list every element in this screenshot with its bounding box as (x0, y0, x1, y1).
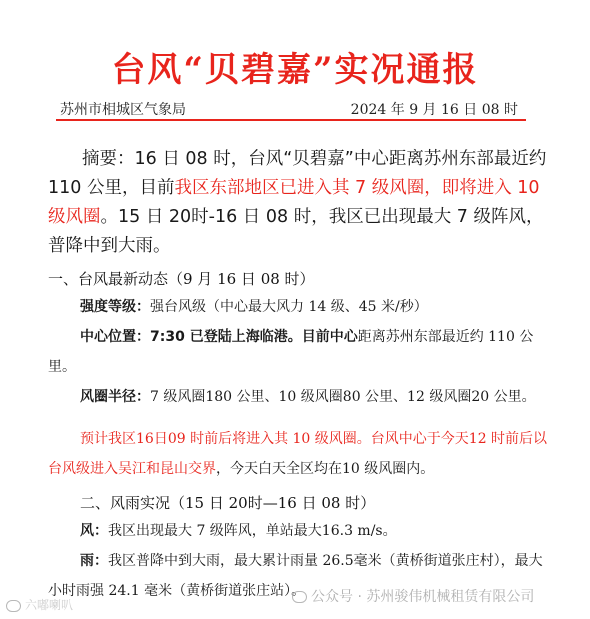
intensity-line (80, 292, 540, 322)
radius-value: 7 级风圈180 公里、10 级风圈80 公里、12 级风圈20 公里。 (150, 389, 536, 405)
radius-line (80, 382, 550, 412)
forecast-red: 预计我区16日09 时前后将进入其 10 级风圈。台风中心于今天12 时前后以台风级进入吴江和昆山交界 (48, 431, 548, 477)
wind-value: 我区出现最大 7 级阵风，单站最大16.3 m/s。 (108, 523, 397, 539)
position-value: 距离苏州东部最近约 110 公里。 (48, 329, 534, 375)
issuing-agency: 苏州市相城区气象局 (60, 102, 186, 118)
watermark-left-text: 六嘟喇叭 (25, 598, 74, 612)
intensity-label: 强度等级： (80, 299, 150, 315)
position-line (48, 322, 548, 382)
forecast-black: ，今天白天全区均在10 级风圈内。 (216, 461, 435, 477)
abstract (48, 145, 548, 261)
radius-label: 风圈半径： (80, 389, 150, 405)
forecast-paragraph (48, 424, 548, 484)
rain-value: 我区普降中到大雨，最大累计雨量 26.5毫米（黄桥街道张庄村），最大小时雨强 24.1 毫米（黄桥街道张庄站）。 (48, 553, 543, 599)
report-title: 台风“贝碧嘉”实况通报 (111, 50, 479, 90)
abstract-text-1: 摘要：16 日 08 时，台风“贝碧嘉”中心距离苏州东部最近约 110 公里，目前 (48, 149, 547, 198)
wind-label: 风： (80, 523, 108, 539)
rain-label: 雨： (80, 553, 108, 569)
wechat-icon (292, 591, 307, 603)
watermark-right (292, 586, 534, 606)
watermark-right-text: 公众号 · 苏州骏伟机械租赁有限公司 (311, 589, 535, 605)
abstract-text-2: 。15 日 20时-16 日 08 时，我区已出现最大 7 级阵风，普降中到大雨。 (48, 207, 544, 256)
wind-line (80, 516, 540, 546)
issue-datetime: 2024 年 9 月 16 日 08 时 (350, 102, 518, 118)
abstract-highlight: 我区东部地区已进入其 7 级风圈，即将进入 10 级风圈 (48, 178, 540, 227)
watermark-left (6, 596, 73, 613)
watermark-logo-icon (6, 600, 21, 612)
header-divider (56, 119, 526, 121)
section1-heading: 一、台风最新动态（9 月 16 日 08 时） (48, 270, 315, 288)
section2-heading: 二、风雨实况（15 日 20时—16 日 08 时） (80, 494, 376, 512)
intensity-value: 强台风级（中心最大风力 14 级、45 米/秒） (150, 299, 428, 315)
position-label: 中心位置：7:30 已登陆上海临港。目前中心 (80, 329, 358, 345)
